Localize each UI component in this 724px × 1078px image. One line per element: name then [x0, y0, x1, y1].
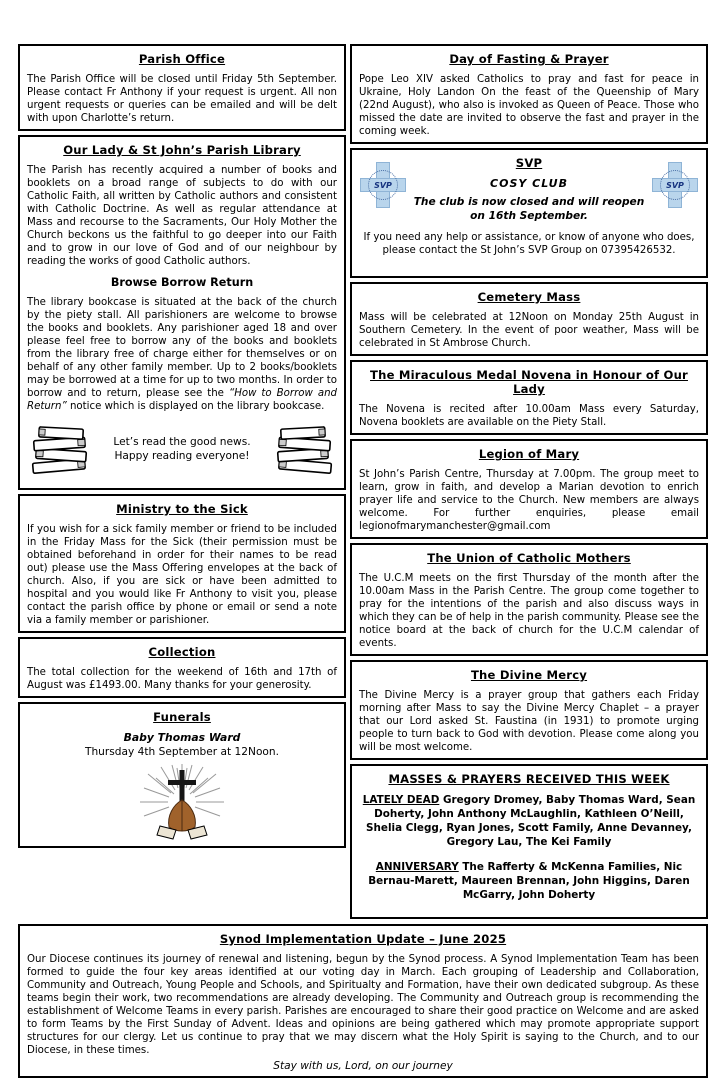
- section-title: Our Lady & St John’s Parish Library: [63, 143, 301, 157]
- svp-logo-text: SVP: [371, 180, 395, 191]
- anniversary-block: [359, 860, 699, 902]
- section-synod-update: [18, 924, 708, 1078]
- section-body: The total collection for the weekend of 16th and 17th of August was £1493.00. Many thanks for your generosity.: [27, 667, 337, 691]
- svp-logo-icon: [360, 162, 406, 208]
- left-column: [18, 44, 346, 852]
- section-union-of-catholic-mothers: [350, 543, 708, 656]
- book-stack-icon: [27, 423, 93, 475]
- borrow-body-text-end: notice which is displayed on the library bookcase.: [66, 401, 325, 412]
- section-day-of-fasting: [350, 44, 708, 144]
- section-cemetery-mass: [350, 282, 708, 356]
- section-title: The Divine Mercy: [470, 668, 588, 682]
- section-body: The Parish has recently acquired a number of books and booklets on a broad range of subjects to do with our Catholic Faith, all written by Catholic authors and consistent with Catholic Doctrine. As well as regular attendance at Mass and recourse to the Sacraments, Our Holy Mother the Church beckons us the faithful to go deeper into our Faith and to grow in our love of God and of our neighbour by reading the works of good Catholic authors.: [27, 165, 337, 267]
- section-miraculous-medal-novena: [350, 360, 708, 435]
- legion-body-text: St John’s Parish Centre, Thursday at 7.00pm. The group meet to learn, grow in faith, and develop a Marian devotion to enrich prayer life and service to the Church. New members are always welcome. For further enquiries, please email: [359, 469, 699, 519]
- svp-logo-icon: [652, 162, 698, 208]
- svp-closure-notice: The club is now closed and will reopen on 16th September.: [413, 196, 645, 222]
- borrow-notice-title: “How to Borrow and Return”: [27, 388, 337, 412]
- section-title: The Miraculous Medal Novena in Honour of Our Lady: [370, 368, 688, 396]
- section-ministry-to-the-sick: [18, 494, 346, 633]
- anniversary-names: The Rafferty & McKenna Families, Nic Bernau-Marett, Maureen Brennan, John Higgins, Daren McGarry, John Doherty: [368, 861, 690, 901]
- section-title: SVP: [515, 156, 543, 170]
- section-title: Parish Office: [138, 52, 226, 66]
- section-body: If you wish for a sick family member or friend to be included in the Friday Mass for the Sick (their permission must be obtained beforehand in order for their names to be read out) please use the Mass Offering envelopes at the back of church. Also, if you are sick or have been admitted to hospital and you would like Fr Anthony to visit you, please contact the parish office by phone or email or send a note via a family member or parishioner.: [27, 524, 337, 626]
- section-funerals: [18, 702, 346, 848]
- section-parish-office: [18, 44, 346, 131]
- library-caption: [93, 435, 271, 463]
- caption-line-1: Let’s read the good news.: [113, 436, 251, 448]
- right-column: [350, 44, 708, 923]
- section-title: The Union of Catholic Mothers: [427, 551, 631, 565]
- section-title: Collection: [148, 645, 216, 659]
- funeral-art-wrap: [27, 764, 337, 842]
- svp-text-column: [359, 177, 699, 223]
- section-title: MASSES & PRAYERS RECEIVED THIS WEEK: [388, 772, 670, 786]
- two-column-layout: [18, 44, 708, 923]
- synod-tagline: Stay with us, Lord, on our journey: [273, 1060, 453, 1072]
- borrow-body-text: The library bookcase is situated at the back of the church by the piety stall. All parishioners are welcome to browse the books and booklets. Any parishioner aged 18 and over please feel free to borrow any of the books and booklets from the library free of charge either for themselves or on behalf of any other family member. Up to 2 books/booklets may be borrowed at a time for up to two months. In order to borrow and to return, please see the: [27, 297, 337, 399]
- section-body: The Divine Mercy is a prayer group that gathers each Friday morning after Mass to say the Divine Mercy Chaplet – a prayer that our Lord asked St. Faustina (in 1931) to promote urging people to turn back to God with devotion. Please come along you will be most welcome.: [359, 690, 699, 753]
- library-caption-row: [27, 423, 337, 475]
- funeral-date: Thursday 4th September at 12Noon.: [85, 746, 279, 758]
- section-collection: [18, 637, 346, 698]
- legion-email: legionofmarymanchester@gmail.com: [359, 521, 551, 532]
- lately-dead-names: Gregory Dromey, Baby Thomas Ward, Sean Doherty, John Anthony McLaughlin, Kathleen O’Neill, Shelia Clegg, Ryan Jones, Scott Family, Anne Devanney, Gregory Lau, The Kei Family: [366, 794, 696, 848]
- svp-logo-text: SVP: [663, 180, 687, 191]
- anniversary-label: ANNIVERSARY: [375, 861, 459, 873]
- section-title: Day of Fasting & Prayer: [449, 52, 609, 66]
- library-borrow-body: [27, 296, 337, 413]
- section-body: Mass will be celebrated at 12Noon on Monday 25th August in Southern Cemetery. In the event of poor weather, Mass will be celebrated in St Ambrose Church.: [359, 312, 699, 349]
- section-masses-and-prayers: [350, 764, 708, 919]
- section-title: Ministry to the Sick: [116, 502, 248, 516]
- section-svp: [350, 148, 708, 278]
- section-body: The U.C.M meets on the first Thursday of the month after the 10.00am Mass in the Parish Centre. The group come together to pray for the intentions of the parish and also discuss ways in which they can be of help in the parish community. Please see the notice board at the back of church for the U.C.M calendar of events.: [359, 573, 699, 649]
- funeral-name: Baby Thomas Ward: [123, 731, 241, 744]
- cosy-club-title: COSY CLUB: [490, 177, 568, 190]
- section-parish-library: [18, 135, 346, 490]
- library-subheading: Browse Borrow Return: [110, 276, 254, 289]
- section-body: Pope Leo XIV asked Catholics to pray and fast for peace in Ukraine, Holy Landon On the feast of the Queenship of Mary (22nd August), who also is invoked as Queen of Peace. Those who missed the date are invited to observe the fast and prayer in the coming week.: [359, 74, 699, 137]
- section-title: Legion of Mary: [478, 447, 580, 461]
- section-body: The Parish Office will be closed until Friday 5th September. Please contact Fr Anthony if your request is urgent. All non urgent requests or queries can be emailed and will be delt with upon Charlotte’s return.: [27, 74, 337, 124]
- lately-dead-block: [359, 793, 699, 849]
- lately-dead-label: LATELY DEAD: [362, 794, 440, 806]
- section-divine-mercy: [350, 660, 708, 760]
- section-title: Cemetery Mass: [477, 290, 581, 304]
- section-body: The Novena is recited after 10.00am Mass every Saturday, Novena booklets are available on the Piety Stall.: [359, 404, 699, 428]
- svp-contact-body: If you need any help or assistance, or know of anyone who does, please contact the St John’s SVP Group on 07395426532.: [363, 232, 695, 256]
- section-body: [359, 468, 699, 533]
- praying-hands-cross-icon: [130, 764, 234, 842]
- section-title: Synod Implementation Update – June 2025: [219, 932, 507, 946]
- section-title: Funerals: [153, 710, 211, 724]
- caption-line-2: Happy reading everyone!: [114, 450, 250, 462]
- section-legion-of-mary: [350, 439, 708, 539]
- section-body: Our Diocese continues its journey of renewal and listening, begun by the Synod process. A Synod Implementation Team has been formed to guide the four key areas identified at our voting day in March. Each grouping of Leadership and Collaboration, Community and Outreach, Young People and Schools, and Spiritualty and Formation, have their own dedicated subgroup. As these teams begin their work, two recommendations are already developing. The Community and Outreach group is recommending the establishment of Welcome Teams in every parish. Parishes are encouraged to share their good practice on Welcome and are asked to form Teams by the First Sunday of Advent. Ideas and opinions are being gathered which may promote appropriate support structures for our clergy. Let us continue to pray that we may discern what the Holy Spirit is saying to the Church, and to our Diocese, in these times.: [27, 954, 699, 1056]
- book-stack-icon: [271, 423, 337, 475]
